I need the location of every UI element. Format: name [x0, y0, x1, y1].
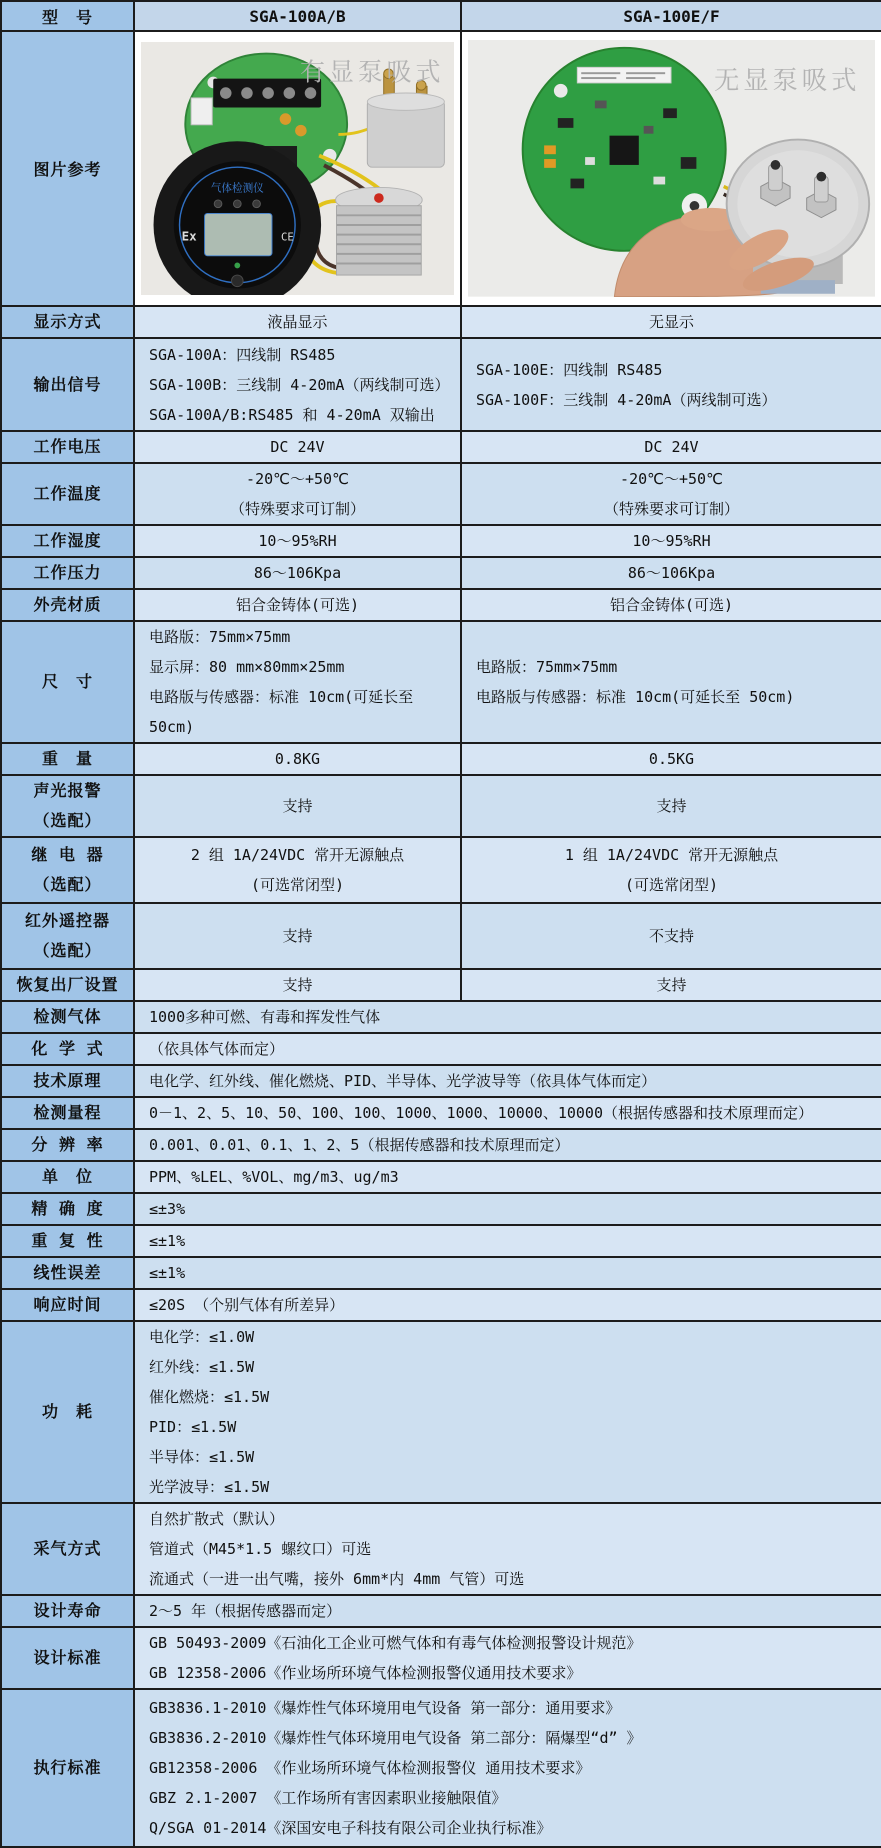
spec-row-weight: [1, 743, 881, 775]
row-label: [1, 1627, 134, 1689]
cell-line: 催化燃烧：≤1.5W: [149, 1388, 270, 1406]
cell-line: DC 24V: [270, 438, 325, 456]
value-a: [134, 306, 461, 338]
row-label: [1, 621, 134, 743]
value-b: [461, 969, 881, 1001]
spec-row-ir-remote: [1, 903, 881, 969]
row-label: [1, 969, 134, 1001]
spec-row-shell-material: [1, 589, 881, 621]
cell-line: 技术原理: [33, 1071, 102, 1090]
cell-line: 支持: [656, 976, 687, 994]
cell-line: 检测气体: [33, 1007, 102, 1026]
cell-line: 0－1、2、5、10、50、100、100、1000、1000、10000、10000（根据传感器和技术原理而定）: [149, 1104, 813, 1122]
value-span: [134, 1001, 881, 1033]
cell-line: 电化学、红外线、催化燃烧、PID、半导体、光学波导等（依具体气体而定）: [149, 1072, 657, 1090]
row-label: [1, 463, 134, 525]
row-label: [1, 1001, 134, 1033]
row-label: [1, 1257, 134, 1289]
photo-sga100ef: [461, 31, 881, 306]
value-b: [461, 743, 881, 775]
cell-line: DC 24V: [644, 438, 699, 456]
cell-line: 不支持: [648, 927, 694, 945]
cell-line: GB 12358-2006《作业场所环境气体检测报警仪通用技术要求》: [149, 1664, 582, 1682]
spec-row-sound-light-alarm: [1, 775, 881, 837]
value-b: [461, 903, 881, 969]
cell-line: （特殊要求可订制）: [603, 500, 739, 518]
cell-line: 流通式（一进一出气嘴，接外 6mm*内 4mm 气管）可选: [149, 1570, 525, 1588]
value-span: [134, 1193, 881, 1225]
row-label: [1, 1129, 134, 1161]
cell-line: PID：≤1.5W: [149, 1418, 237, 1436]
cell-line: 电路版与传感器：标准 10cm(可延长至 50cm): [476, 688, 795, 706]
cell-line: （选配）: [33, 941, 102, 960]
sensor-cylinder-ribbed: [336, 187, 423, 275]
spec-row-pressure: [1, 557, 881, 589]
value-span: [134, 1033, 881, 1065]
spec-row-linearity-error: [1, 1257, 881, 1289]
cell-line: ≤±1%: [149, 1232, 186, 1250]
cell-line: 采气方式: [33, 1539, 102, 1558]
cell-line: 单 位: [41, 1167, 93, 1186]
cell-line: 声光报警: [33, 781, 102, 800]
spec-row-response-time: [1, 1289, 881, 1321]
value-b: [461, 338, 881, 431]
cell-line: 功 耗: [41, 1402, 93, 1421]
spec-row-executive-standards: [1, 1689, 881, 1847]
row-label: [1, 1689, 134, 1847]
cell-line: 无显示: [648, 313, 694, 331]
spec-row-design-standards: [1, 1627, 881, 1689]
cell-line: 工作电压: [33, 437, 102, 456]
cell-line: 响应时间: [33, 1295, 102, 1314]
row-label: [1, 1193, 134, 1225]
cell-line: 执行标准: [33, 1758, 102, 1777]
cell-line: 支持: [282, 797, 313, 815]
cell-line: 管道式（M45*1.5 螺纹口）可选: [149, 1540, 372, 1558]
cell-line: 红外线：≤1.5W: [149, 1358, 255, 1376]
spec-row-design-life: [1, 1595, 881, 1627]
cell-line: 工作湿度: [33, 531, 102, 550]
value-b: [461, 525, 881, 557]
row-label: [1, 306, 134, 338]
cell-line: SGA-100F：三线制 4-20mA（两线制可选）: [476, 390, 777, 409]
cell-line: 设计标准: [33, 1648, 102, 1667]
row-label: [1, 1225, 134, 1257]
row-label: [1, 1033, 134, 1065]
spec-row-humidity: [1, 525, 881, 557]
cell-line: -20℃～+50℃: [246, 470, 349, 488]
cell-line: 电路版与传感器：标准 10cm(可延长至 50cm): [149, 688, 414, 736]
cell-line: 红外遥控器: [24, 911, 110, 930]
cell-line: 化 学 式: [31, 1039, 104, 1058]
value-b: [461, 557, 881, 589]
device-title-text: 气体检测仪: [210, 182, 264, 195]
row-label: [1, 557, 134, 589]
cell-line: 2 组 1A/24VDC 常开无源触点: [190, 846, 405, 864]
row-label: [1, 1503, 134, 1595]
value-a: [134, 525, 461, 557]
value-b: [461, 837, 881, 903]
value-span: [134, 1257, 881, 1289]
value-span: [134, 1065, 881, 1097]
value-a: [134, 589, 461, 621]
cell-line: 外壳材质: [33, 595, 102, 614]
cell-line: GB 50493-2009《石油化工企业可燃气体和有毒气体检测报警设计规范》: [149, 1634, 642, 1652]
cell-line: （选配）: [33, 811, 102, 830]
cell-line: 设计寿命: [33, 1601, 102, 1620]
row-label: [1, 903, 134, 969]
cell-line: 恢复出厂设置: [16, 975, 119, 994]
cell-line: 显示屏：80 mm×80mm×25mm: [149, 658, 345, 676]
value-a: [134, 775, 461, 837]
device-ce-mark: CE: [281, 231, 294, 244]
cell-line: GBZ 2.1-2007 《工作场所有害因素职业接触限值》: [149, 1789, 507, 1807]
spec-row-technology: [1, 1065, 881, 1097]
row-label: [1, 1289, 134, 1321]
cell-line: 工作温度: [33, 484, 102, 503]
cell-line: 电路版：75mm×75mm: [149, 628, 291, 646]
value-span: [134, 1503, 881, 1595]
spec-row-relay: [1, 837, 881, 903]
cell-line: 支持: [282, 927, 313, 945]
cell-line: 支持: [282, 976, 313, 994]
value-b: [461, 431, 881, 463]
spec-row-temperature: [1, 463, 881, 525]
cell-line: 铝合金铸体(可选): [609, 596, 734, 614]
cell-line: 重 复 性: [31, 1231, 104, 1250]
cell-line: 铝合金铸体(可选): [235, 596, 360, 614]
cell-line: 支持: [656, 797, 687, 815]
value-a: [134, 743, 461, 775]
cell-line: 继 电 器: [31, 845, 104, 864]
cell-line: 电路版：75mm×75mm: [476, 658, 618, 676]
product-photo-left: [141, 42, 454, 295]
value-span: [134, 1289, 881, 1321]
row-label: [1, 1321, 134, 1503]
value-a: [134, 837, 461, 903]
cell-line: SGA-100A：四线制 RS485: [149, 345, 336, 364]
row-label: [1, 1065, 134, 1097]
cell-line: (可选常闭型): [250, 876, 345, 894]
cell-line: 液晶显示: [267, 313, 328, 331]
row-label: [1, 743, 134, 775]
value-b: [461, 775, 881, 837]
cell-line: SGA-100A/B:RS485 和 4-20mA 双输出: [149, 405, 435, 424]
row-label: [1, 1097, 134, 1129]
cell-line: （特殊要求可订制）: [229, 500, 365, 518]
cell-line: ≤±1%: [149, 1264, 186, 1282]
value-span: [134, 1595, 881, 1627]
cell-line: PPM、%LEL、%VOL、mg/m3、ug/m3: [149, 1168, 399, 1186]
cell-line: 电化学：≤1.0W: [149, 1328, 255, 1346]
cell-line: 检测量程: [33, 1103, 102, 1122]
cell-line: 线性误差: [33, 1263, 102, 1282]
value-a: [134, 463, 461, 525]
device-ex-mark: Ex: [181, 228, 197, 244]
spec-row-repeatability: [1, 1225, 881, 1257]
row-label: [1, 775, 134, 837]
model-a-header: SGA-100A/B: [134, 1, 461, 31]
model-label-cell: 型 号: [1, 1, 134, 31]
row-label: [1, 525, 134, 557]
value-span: [134, 1225, 881, 1257]
cell-line: 0.5KG: [648, 750, 695, 768]
value-a: [134, 969, 461, 1001]
row-label: [1, 1161, 134, 1193]
cell-line: （依具体气体而定）: [149, 1040, 285, 1058]
cell-line: 精 确 度: [31, 1199, 104, 1218]
spec-row-factory-reset: [1, 969, 881, 1001]
spec-row-chemical-formula: [1, 1033, 881, 1065]
row-label: [1, 1595, 134, 1627]
spec-row-display-mode: [1, 306, 881, 338]
cell-line: Q/SGA 01-2014《深国安电子科技有限公司企业执行标准》: [149, 1819, 552, 1837]
cell-line: 86～106Kpa: [253, 564, 342, 582]
row-label: [1, 837, 134, 903]
row-label: [1, 338, 134, 431]
cell-line: GB3836.2-2010《爆炸性气体环境用电气设备 第二部分：隔爆型“d” 》: [149, 1729, 642, 1747]
value-b: [461, 621, 881, 743]
cell-line: 1000多种可燃、有毒和挥发性气体: [149, 1008, 381, 1026]
spec-row-detected-gas: [1, 1001, 881, 1033]
cell-line: 86～106Kpa: [627, 564, 716, 582]
cell-line: 自然扩散式（默认）: [149, 1510, 285, 1528]
spec-row-power-consumption: [1, 1321, 881, 1503]
model-header-row: [1, 1, 881, 31]
value-span: [134, 1689, 881, 1847]
cell-line: 显示方式: [33, 312, 102, 331]
row-label: [1, 589, 134, 621]
cell-line: 2～5 年（根据传感器而定）: [149, 1602, 342, 1620]
spec-row-voltage: [1, 431, 881, 463]
value-a: [134, 338, 461, 431]
spec-row-sampling-method: [1, 1503, 881, 1595]
cell-line: 1 组 1A/24VDC 常开无源触点: [564, 846, 779, 864]
product-photo-right: [468, 40, 875, 297]
cell-line: GB12358-2006 《作业场所环境气体检测报警仪 通用技术要求》: [149, 1759, 591, 1777]
cell-line: GB3836.1-2010《爆炸性气体环境用电气设备 第一部分：通用要求》: [149, 1699, 621, 1717]
value-a: [134, 903, 461, 969]
watermark-left: 有显泵吸式: [300, 57, 445, 87]
cell-line: 10～95%RH: [258, 532, 337, 550]
cell-line: -20℃～+50℃: [620, 470, 723, 488]
spec-row-unit: [1, 1161, 881, 1193]
cell-line: 重 量: [41, 749, 93, 768]
spec-row-dimensions: [1, 621, 881, 743]
cell-line: 0.001、0.01、0.1、1、2、5（根据传感器和技术原理而定）: [149, 1136, 570, 1154]
cell-line: 尺 寸: [41, 672, 93, 691]
cell-line: 分 辨 率: [31, 1135, 104, 1154]
spec-row-resolution: [1, 1129, 881, 1161]
cell-line: 半导体：≤1.5W: [149, 1448, 255, 1466]
spec-row-measuring-range: [1, 1097, 881, 1129]
cell-line: （选配）: [33, 875, 102, 894]
value-a: [134, 557, 461, 589]
value-span: [134, 1129, 881, 1161]
model-b-header: SGA-100E/F: [461, 1, 881, 31]
value-span: [134, 1627, 881, 1689]
cell-line: 0.8KG: [274, 750, 321, 768]
value-b: [461, 463, 881, 525]
cell-line: (可选常闭型): [624, 876, 719, 894]
value-span: [134, 1097, 881, 1129]
watermark-right: 无显泵吸式: [714, 64, 861, 95]
row-label: [1, 431, 134, 463]
cell-line: ≤20S （个别气体有所差异）: [149, 1296, 345, 1314]
cell-line: SGA-100B：三线制 4-20mA（两线制可选）: [149, 375, 450, 394]
value-a: [134, 431, 461, 463]
spec-row-output-signal: [1, 338, 881, 431]
image-row-label: 图片参考: [1, 31, 134, 306]
cell-line: 10～95%RH: [632, 532, 711, 550]
value-span: [134, 1321, 881, 1503]
value-a: [134, 621, 461, 743]
image-reference-row: [1, 31, 881, 306]
cell-line: SGA-100E：四线制 RS485: [476, 360, 663, 379]
photo-sga100ab: [134, 31, 461, 306]
value-b: [461, 306, 881, 338]
cell-line: 工作压力: [33, 563, 102, 582]
cell-line: ≤±3%: [149, 1200, 186, 1218]
spec-row-accuracy: [1, 1193, 881, 1225]
cell-line: 光学波导：≤1.5W: [149, 1478, 270, 1496]
value-span: [134, 1161, 881, 1193]
value-b: [461, 589, 881, 621]
cell-line: 输出信号: [33, 374, 102, 394]
